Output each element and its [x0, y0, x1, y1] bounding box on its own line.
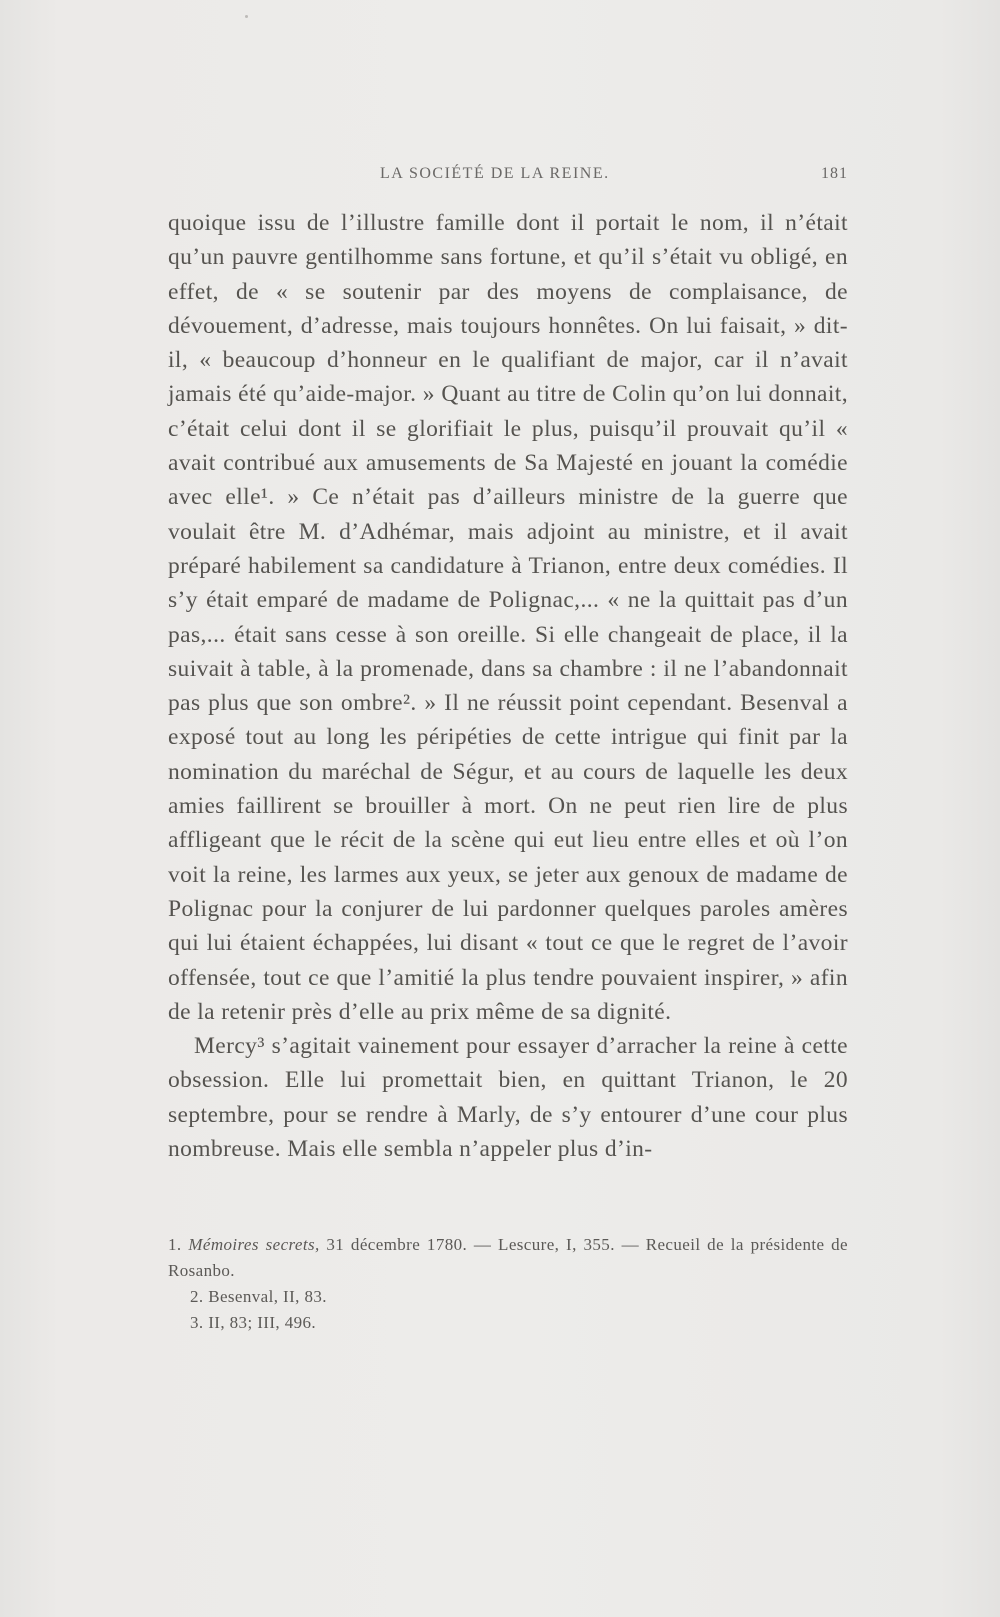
page-number: 181	[821, 165, 848, 182]
footnote-1	[168, 1232, 848, 1284]
running-head	[168, 165, 848, 189]
footnote-3-number: 3.	[190, 1313, 204, 1332]
footnote-2	[168, 1284, 848, 1310]
footnote-3-text: II, 83; III, 496.	[208, 1313, 317, 1332]
paper-speck	[245, 15, 248, 18]
footnote-2-text: Besenval, II, 83.	[208, 1287, 327, 1306]
body-text	[168, 206, 848, 1166]
footnote-1-number: 1.	[168, 1235, 182, 1254]
footnotes	[168, 1232, 848, 1336]
paragraph-2: Mercy³ s’agitait vainement pour essayer d’arracher la reine à cette obsession. Elle lui promettait bien, en quittant Trianon, le 20 septembre, pour se rendre à Marly, de s’y entourer d’une cour plus nombreuse. Mais elle sembla n’appeler plus d’in-	[168, 1033, 848, 1163]
footnote-1-text: 31 décembre 1780. — Lescure, I, 355. — Recueil de la présidente de Rosanbo.	[168, 1235, 849, 1280]
footnote-2-number: 2.	[190, 1287, 204, 1306]
footnote-1-title: Mémoires secrets,	[188, 1235, 320, 1254]
running-title: LA SOCIÉTÉ DE LA REINE.	[380, 165, 610, 182]
paragraph-1: quoique issu de l’illustre famille dont il portait le nom, il n’était qu’un pauvre gentilhomme sans fortune, et qu’il s’était vu obligé, en effet, de « se soutenir par des moyens de complaisance, de dévouement, d’adresse, mais toujours honnêtes. On lui faisait, » dit-il, « beaucoup d’honneur en le qualifiant de major, car il n’avait jamais été qu’aide-major. » Quant au titre de Colin qu’on lui donnait, c’était celui dont il se glorifiait le plus, puisqu’il prouvait qu’il « avait contribué aux amusements de Sa Majesté en jouant la comédie avec elle¹. » Ce n’était pas d’ailleurs ministre de la guerre que voulait être M. d’Adhémar, mais adjoint au ministre, et il avait préparé habilement sa candidature à Trianon, entre deux comédies. Il s’y était emparé de madame de Polignac,... « ne la quittait pas d’un pas,... était sans cesse à son oreille. Si elle changeait de place, il la suivait à table, à la promenade, dans sa chambre : il ne l’abandonnait pas plus que son ombre². » Il ne réussit point cependant. Besenval a exposé tout au long les péripéties de cette intrigue qui finit par la nomination du maréchal de Ségur, et au cours de laquelle les deux amies faillirent se brouiller à mort. On ne peut rien lire de plus affligeant que le récit de la scène qui eut lieu entre elles et où l’on voit la reine, les larmes aux yeux, se jeter aux genoux de madame de Polignac pour la conjurer de lui pardonner quelques paroles amères qui lui étaient échappées, lui disant « tout ce que le regret de l’avoir offensée, tout ce que l’amitié la plus tendre pouvaient inspirer, » afin de la retenir près d’elle au prix même de sa dignité.	[168, 210, 848, 1025]
footnote-3	[168, 1310, 848, 1336]
